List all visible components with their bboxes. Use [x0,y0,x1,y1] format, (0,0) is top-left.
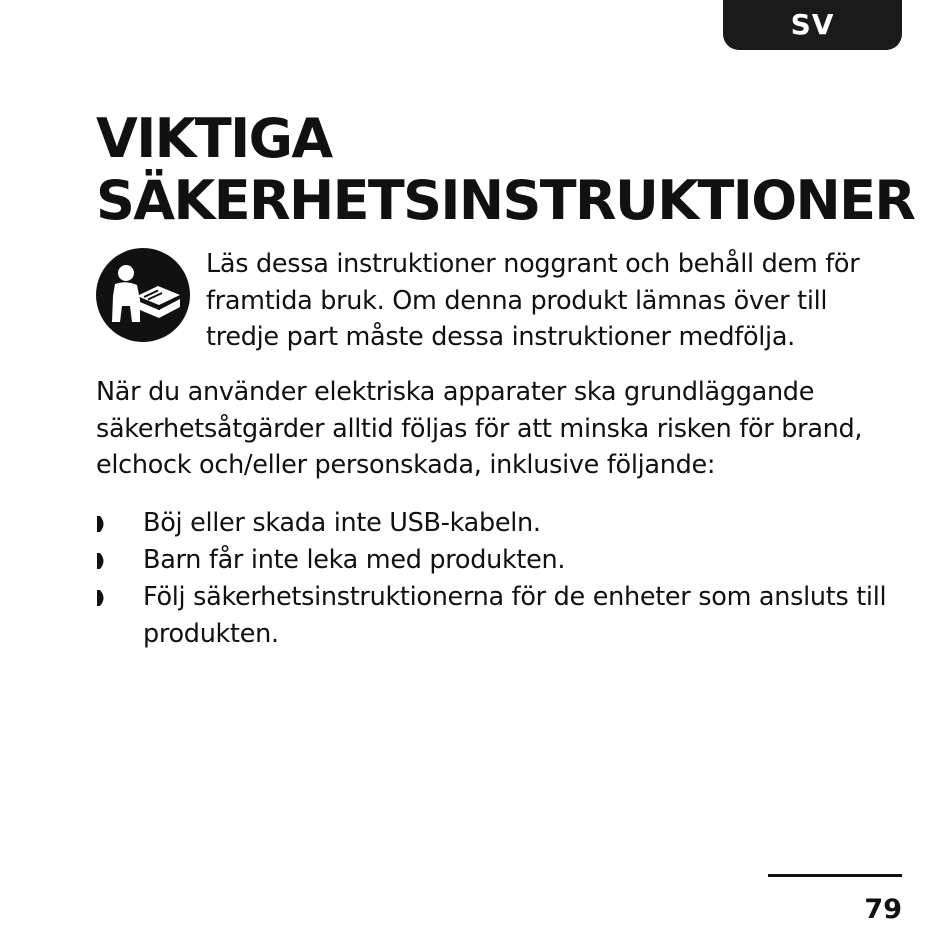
page-number: 79 [864,894,902,925]
list-item-text: Böj eller skada inte USB-kabeln. [143,508,541,538]
list-item [96,505,906,542]
bullet-arrow-icon [97,516,107,532]
list-item [96,579,906,653]
intro-text: Läs dessa instruktioner noggrant och behåll dem för framtida bruk. Om denna produkt lämnas över till tredje part måste dessa instruktioner medfölja. [206,249,860,352]
list-item-text: Följ säkerhetsinstruktionerna för de enheter som ansluts till produkten. [143,582,887,649]
footer-divider [768,874,902,877]
title-line-2: SÄKERHETSINSTRUKTIONER [96,169,915,232]
page-title [96,108,914,232]
bullet-arrow-icon [97,553,107,569]
read-manual-icon [96,248,190,342]
safety-list [96,505,906,653]
list-item-text: Barn får inte leka med produkten. [143,545,566,575]
list-item [96,542,906,579]
title-line-1: VIKTIGA [96,107,332,170]
safety-paragraph: När du använder elektriska apparater ska grundläggande säkerhetsåtgärder alltid följas för att minska risken för brand, elchock och/eller personskada, inklusive följande: [96,377,863,480]
language-tab: SV [723,0,902,50]
bullet-arrow-icon [97,590,107,606]
